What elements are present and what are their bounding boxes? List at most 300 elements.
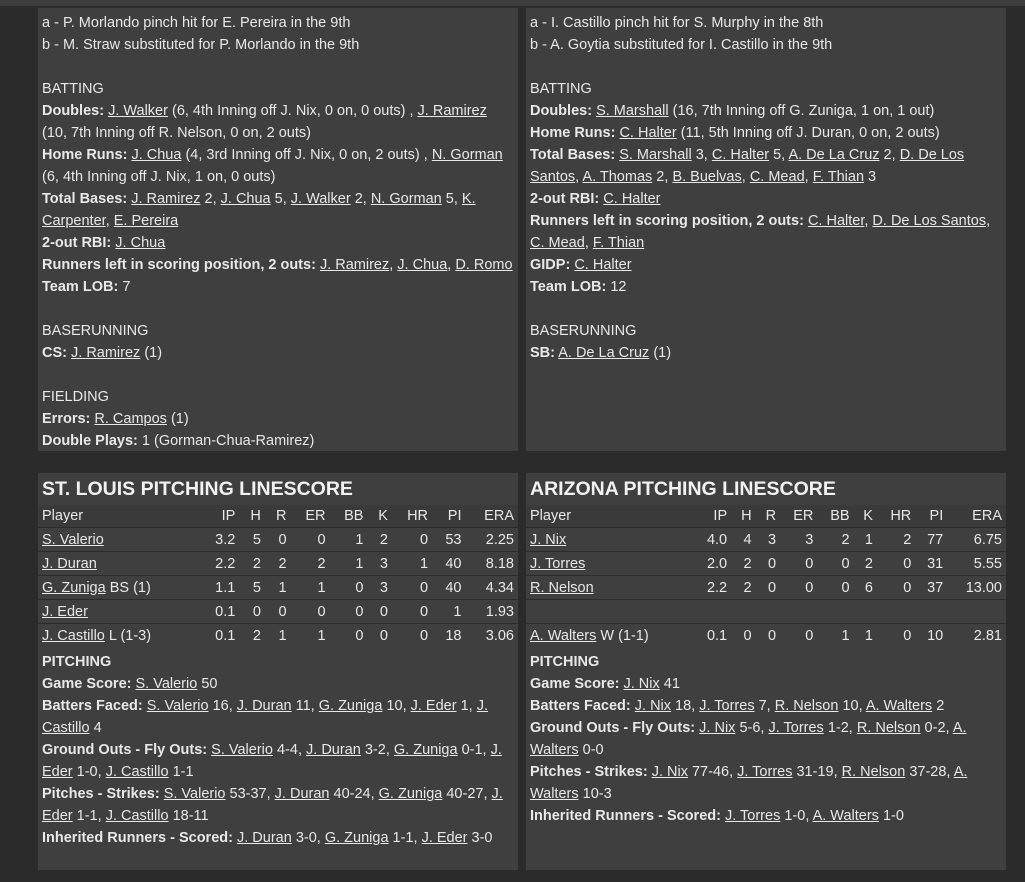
stat-cell: 6.75 [947,528,1006,552]
stat-text: 41 [659,676,680,692]
stat-text: 4 [89,720,102,736]
table-row [38,624,518,648]
baserunning-heading: BASERUNNING [530,323,637,339]
stat-cell: 0 [392,624,432,648]
player-link[interactable]: J. Eder [410,698,457,714]
table-header-row [38,505,518,528]
ground-fly-outs-line [530,717,1002,761]
gidp-line [530,254,1002,276]
column-header[interactable]: H [731,505,755,528]
cs-label: CS: [42,345,67,361]
player-link[interactable]: N. Gorman [431,147,503,163]
batting-heading: BATTING [530,81,592,97]
player-link[interactable]: F. Thian [592,235,645,251]
detail-text: (11, 5th Inning off J. Duran, 0 on, 2 outs) [680,125,940,141]
stat-cell: 0 [291,600,330,624]
pitches-strikes-line [42,783,514,827]
player-link[interactable]: J. Torres [724,808,781,824]
stat-cell: 0 [265,600,291,624]
player-link[interactable]: B. Buelvas [672,169,742,185]
fielding-heading: FIELDING [42,389,109,405]
stat-text: 2, [200,191,221,207]
decision-note: BS (1) [105,579,151,596]
player-link[interactable]: J. Ramirez [319,257,390,273]
stat-text: 4-4, [272,742,307,758]
total-bases-label: Total Bases: [42,191,128,207]
stat-text: 18, [671,698,700,714]
stat-text: 3-0 [467,830,493,846]
stat-text: 5, [270,191,291,207]
gidp-label: GIDP: [530,257,571,273]
note-line: b - A. Goytia substituted for I. Castillo in the 9th [530,37,833,53]
stat-text: 40-27, [442,786,492,802]
cs-line [42,342,514,364]
player-link[interactable]: J. Nix [623,676,660,692]
stat-cell: 0 [817,552,853,576]
stat-cell: 2 [877,528,915,552]
stat-text: 1, [456,698,477,714]
ground-fly-outs-label: Ground Outs - Fly Outs: [42,742,208,758]
note-line: b - M. Straw substituted for P. Morlando in the 9th [42,37,360,53]
stat-cell [731,600,755,624]
column-header[interactable]: IP [200,505,239,528]
stat-text: 1-1, [72,808,106,824]
top-bar [0,0,1025,6]
table-row [526,600,1006,624]
lob-value: 12 [610,279,627,295]
table-row [526,576,1006,600]
player-link[interactable]: S. Valerio [42,531,104,548]
stat-cell: 5 [239,528,265,552]
stat-cell: 5 [239,576,265,600]
stat-cell: 0 [780,552,817,576]
player-link[interactable]: J. Eder [42,742,502,780]
player-cell [38,576,200,600]
ari-pitching-summary [526,651,1006,827]
player-link[interactable]: E. Pereira [113,213,179,229]
player-link[interactable]: N. Gorman [370,191,442,207]
batters-faced-label: Batters Faced: [530,698,631,714]
player-link[interactable]: R. Nelson [856,720,921,736]
stat-cell: 3.2 [200,528,239,552]
stat-cell: 0 [265,528,291,552]
stat-cell [947,600,1006,624]
player-link[interactable]: J. Duran [42,555,97,572]
column-header[interactable]: PI [432,505,465,528]
decision-note: L (1-3) [104,627,152,644]
player-stat-list [635,698,945,714]
column-header[interactable]: K [367,505,391,528]
player-link[interactable]: R. Nelson [841,764,906,780]
double-plays-line [42,430,514,452]
stat-text: , [741,169,750,185]
stat-text: 0-0 [578,742,604,758]
stat-cell: 1 [291,624,330,648]
stat-cell: 3 [756,528,780,552]
stat-cell: 2 [817,528,853,552]
stat-text: , [804,169,813,185]
column-header[interactable]: HR [392,505,432,528]
player-cell [526,600,694,624]
note-line: a - I. Castillo pinch hit for S. Murphy in the 8th [530,15,824,31]
player-link[interactable]: F. Thian [812,169,865,185]
player-link[interactable]: R. Nelson [530,579,594,596]
two-out-rbi-line [42,232,514,254]
player-link[interactable]: J. Nix [634,698,672,714]
player-link[interactable]: J. Chua [131,147,182,163]
table-row [38,552,518,576]
player-cell [38,528,200,552]
detail-text: (4, 3rd Inning off J. Nix, 0 on, 2 outs) , [185,147,428,163]
stat-cell: 1.1 [200,576,239,600]
stat-cell: 0 [392,600,432,624]
player-cell [38,552,200,576]
stat-cell: 2.25 [465,528,518,552]
stat-cell: 2.0 [694,552,731,576]
stat-cell [756,600,780,624]
doubles-line [530,100,1002,122]
stat-cell: 0.1 [200,600,239,624]
double-plays-label: Double Plays: [42,433,138,449]
stat-text: 40-24, [329,786,379,802]
stat-cell: 53 [432,528,465,552]
stl-pitching-title: ST. LOUIS PITCHING LINESCORE [42,478,353,500]
player-link[interactable]: J. Ramirez [417,103,487,119]
inherited-runners-label: Inherited Runners - Scored: [530,808,721,824]
column-header[interactable]: ER [780,505,817,528]
player-link[interactable]: S. Valerio [135,676,198,692]
stat-text: 0-2, [920,720,953,736]
detail-text: (16, 7th Inning off G. Zuniga, 1 on, 1 out) [672,103,935,119]
column-header[interactable]: HR [877,505,915,528]
stat-text: 3, [691,147,712,163]
stat-cell: 1 [854,624,877,648]
stat-text: 53-37, [225,786,275,802]
stat-cell: 1 [392,552,432,576]
team-lob-line [530,276,1002,298]
player-link[interactable]: J. Eder [42,786,503,824]
game-score-label: Game Score: [530,676,620,692]
column-header[interactable]: ERA [465,505,518,528]
column-header[interactable]: BB [817,505,853,528]
stat-text: 37-28, [905,764,954,780]
column-header[interactable]: PI [915,505,947,528]
stat-cell: 40 [432,576,465,600]
player-link[interactable]: A. Walters [530,764,968,802]
sb-label: SB: [530,345,555,361]
stat-cell: 1 [817,624,853,648]
ground-fly-outs-line [42,739,514,783]
player-link[interactable]: J. Duran [274,786,330,802]
player-link[interactable]: S. Marshall [619,147,692,163]
pitches-strikes-label: Pitches - Strikes: [530,764,648,780]
player-stat-list [624,676,680,692]
player-link[interactable]: J. Walker [290,191,351,207]
player-link[interactable]: K. Carpenter [42,191,476,229]
player-link[interactable]: J. Castillo [105,808,169,824]
player-list: C. Halter, D. De Los Santos, C. Mead, F. Thian [530,213,991,251]
stat-cell: 0 [330,576,368,600]
doubles-line [42,100,514,144]
stat-cell: 2.2 [200,552,239,576]
stat-text: 31-19, [792,764,842,780]
player-link[interactable]: J. Chua [115,235,166,251]
stat-cell: 37 [915,576,947,600]
stat-text: , [575,169,583,185]
player-link[interactable]: G. Zuniga [324,830,389,846]
stat-cell: 0 [780,624,817,648]
rbi-label: 2-out RBI: [42,235,112,251]
stl-pitching-summary [38,651,518,849]
table-row [38,576,518,600]
detail-text: (1) [140,345,163,361]
stat-cell: 0 [291,528,330,552]
stat-cell: 0 [780,576,817,600]
stat-cell: 5.55 [947,552,1006,576]
player-link[interactable]: C. Halter [711,147,770,163]
player-link[interactable]: A. De La Cruz [788,147,880,163]
batters-faced-label: Batters Faced: [42,698,143,714]
stat-text: 3-2, [360,742,394,758]
total-bases-line [530,144,1002,188]
home-runs-label: Home Runs: [530,125,616,141]
stat-text: 5-6, [735,720,769,736]
stat-cell [780,600,817,624]
stat-cell [854,600,877,624]
stat-cell: 0 [877,576,915,600]
player-link[interactable]: C. Mead [749,169,805,185]
stat-cell: 2 [239,552,265,576]
stat-cell: 3 [367,552,391,576]
column-header[interactable]: R [265,505,291,528]
player-link[interactable]: J. Chua [220,191,271,207]
player-link[interactable]: J. Torres [699,698,755,714]
stat-text: 5, [769,147,789,163]
stat-text: 1-0, [780,808,813,824]
column-header[interactable]: Player [38,505,200,528]
detail-text: (6, 4th Inning off J. Nix, 1 on, 0 outs) [42,169,276,185]
errors-line [42,408,514,430]
player-link[interactable]: G. Zuniga [318,698,383,714]
stat-cell: 0 [392,576,432,600]
ari-pitching-table [526,505,1006,647]
player-link[interactable]: J. Nix [651,764,688,780]
player-link[interactable]: J. Torres [530,555,586,572]
stat-cell: 2.2 [694,576,731,600]
player-link[interactable]: R. Nelson [774,698,839,714]
stat-cell: 77 [915,528,947,552]
player-link[interactable]: G. Zuniga [393,742,458,758]
stl-pitching-panel [38,473,518,870]
lob-label: Team LOB: [530,279,607,295]
stat-text: 2, [350,191,371,207]
lob-label: Team LOB: [42,279,119,295]
stat-cell: 1.93 [465,600,518,624]
stat-text: 50 [197,676,218,692]
column-header[interactable]: R [756,505,780,528]
stat-cell: 10 [915,624,947,648]
stat-text: 3-0, [291,830,325,846]
stat-cell: 0 [756,576,780,600]
player-link[interactable]: D. Romo [455,257,513,273]
player-link[interactable]: J. Eder [42,603,88,620]
player-link[interactable]: C. Mead [530,235,585,251]
player-stat-list [725,808,904,824]
stat-cell: 1 [330,528,368,552]
stat-cell: 4 [731,528,755,552]
stat-text: 10, [838,698,866,714]
player-link[interactable]: J. Ramirez [71,345,141,361]
table-row [38,600,518,624]
stat-text: 1-1, [388,830,422,846]
player-cell [526,528,694,552]
player-link[interactable]: J. Torres [768,720,824,736]
pitches-strikes-line [530,761,1002,805]
detail-text: (1) [649,345,672,361]
player-link[interactable]: J. Nix [530,531,567,548]
player-link[interactable]: J. Castillo [105,764,169,780]
player-cell [526,624,694,648]
player-link[interactable]: A. Thomas [582,169,653,185]
column-header[interactable]: K [854,505,877,528]
risp-line [530,210,1002,254]
stat-cell: 40 [432,552,465,576]
stat-cell: 6 [854,576,877,600]
stat-text: 1-2, [823,720,857,736]
player-link[interactable]: A. Walters [865,698,933,714]
player-link[interactable]: C. Halter [603,191,661,207]
stat-text: 77-46, [687,764,738,780]
player-link[interactable]: J. Castillo [42,627,105,644]
stat-cell [877,600,915,624]
stat-cell: 3.06 [465,624,518,648]
batters-faced-line [530,695,1002,717]
stat-cell: 2 [367,528,391,552]
detail-text: (1) [166,411,189,427]
stat-cell: 0 [756,552,780,576]
player-link[interactable]: S. Valerio [146,698,209,714]
stat-cell: 4.0 [694,528,731,552]
stat-text: , [105,213,114,229]
stat-text: 1-0, [72,764,106,780]
ari-pitching-title: ARIZONA PITCHING LINESCORE [530,478,836,500]
game-score-line [42,673,514,695]
column-header[interactable]: BB [330,505,368,528]
player-list: J. Ramirez, J. Chua, D. Romo [319,257,513,273]
pitching-heading: PITCHING [530,654,600,670]
note-line: a - P. Morlando pinch hit for E. Pereira in the 9th [42,15,351,31]
player-link[interactable]: J. Duran [236,830,292,846]
player-link[interactable]: J. Walker [108,103,168,119]
sb-line [530,342,1002,364]
player-link[interactable]: J. Nix [699,720,736,736]
player-cell [38,600,200,624]
stl-notes-panel [38,8,518,451]
risp-label: Runners left in scoring position, 2 outs: [530,213,804,229]
home-runs-line [42,144,514,188]
column-header[interactable]: ER [291,505,330,528]
player-link[interactable]: A. De La Cruz [558,345,650,361]
stat-text: 2, [652,169,673,185]
column-header[interactable]: ERA [947,505,1006,528]
stat-cell: 1 [265,624,291,648]
stat-text: 0-1, [457,742,491,758]
batting-heading: BATTING [42,81,104,97]
stat-cell: 0.1 [200,624,239,648]
player-link[interactable]: J. Chua [397,257,448,273]
two-out-rbi-line [530,188,1002,210]
stat-text: 10, [382,698,411,714]
player-link[interactable]: A. Walters [530,720,967,758]
player-link[interactable]: C. Halter [574,257,632,273]
player-link[interactable]: C. Halter [807,213,865,229]
player-link[interactable]: D. De Los Santos [530,147,965,185]
player-link[interactable]: S. Valerio [211,742,273,758]
player-link[interactable]: J. Duran [306,742,361,758]
player-link[interactable]: G. Zuniga [378,786,443,802]
home-runs-label: Home Runs: [42,147,128,163]
home-runs-line [530,122,1002,144]
player-link[interactable]: S. Valerio [163,786,226,802]
stat-cell: 0 [239,600,265,624]
stat-cell: 4.34 [465,576,518,600]
team-lob-line [42,276,514,298]
stat-cell: 1 [291,576,330,600]
player-link[interactable]: J. Castillo [42,698,488,736]
stat-text: 7, [754,698,775,714]
player-link[interactable]: S. Marshall [596,103,669,119]
player-cell [526,576,694,600]
stat-cell: 1 [265,576,291,600]
stat-text: 1-1 [168,764,194,780]
player-link[interactable]: J. Torres [737,764,793,780]
doubles-label: Doubles: [42,103,105,119]
inherited-runners-label: Inherited Runners - Scored: [42,830,233,846]
player-link[interactable]: R. Campos [94,411,167,427]
player-link[interactable]: J. Ramirez [131,191,201,207]
table-row [38,528,518,552]
column-header[interactable]: H [239,505,265,528]
detail-text: (10, 7th Inning off R. Nelson, 0 on, 2 outs) [42,125,311,141]
column-header[interactable]: Player [526,505,694,528]
stat-cell: 2 [239,624,265,648]
lob-value: 7 [122,279,131,295]
stat-cell: 8.18 [465,552,518,576]
player-link[interactable]: A. Walters [812,808,879,824]
doubles-label: Doubles: [530,103,593,119]
column-header[interactable]: IP [694,505,731,528]
player-link[interactable]: C. Halter [619,125,677,141]
stat-cell: 3 [367,576,391,600]
stat-cell: 2 [291,552,330,576]
player-link[interactable]: A. Walters [530,627,597,644]
stat-cell: 3 [780,528,817,552]
player-link[interactable]: J. Duran [236,698,292,714]
total-bases-line [42,188,514,232]
detail-text: (6, 4th Inning off J. Nix, 0 on, 0 outs) , [171,103,414,119]
errors-label: Errors: [42,411,91,427]
table-row [526,552,1006,576]
player-stat-list [136,676,218,692]
player-link[interactable]: D. De Los Santos [872,213,987,229]
stat-cell: 0 [330,600,368,624]
player-link[interactable]: G. Zuniga [42,579,106,596]
stat-cell: 2.81 [947,624,1006,648]
player-cell [526,552,694,576]
player-link[interactable]: J. Eder [421,830,468,846]
batters-faced-line [42,695,514,739]
stat-text: 5, [441,191,462,207]
